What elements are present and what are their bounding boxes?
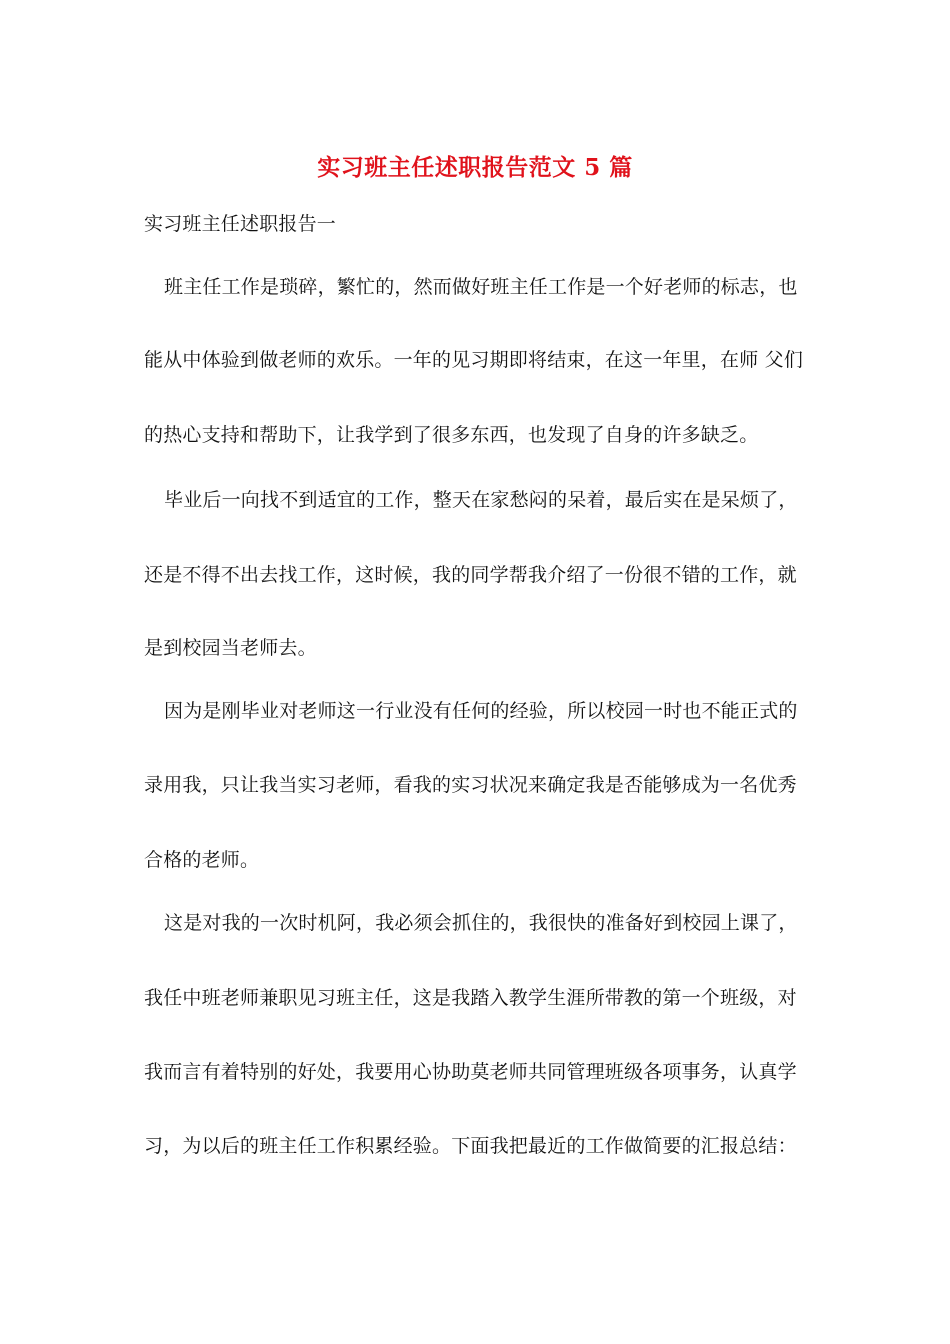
paragraph-line: 因为是刚毕业对老师这一行业没有任何的经验，所以校园一时也不能正式的 [164,700,798,722]
section-heading: 实习班主任述职报告一 [144,213,337,235]
paragraph-line: 是到校园当老师去。 [144,637,317,659]
paragraph-line: 这是对我的一次时机阿，我必须会抓住的，我很快的准备好到校园上课了， [164,912,798,934]
paragraph-line: 还是不得不出去找工作，这时候，我的同学帮我介绍了一份很不错的工作，就 [144,564,797,586]
paragraph-line: 班主任工作是琐碎，繁忙的，然而做好班主任工作是一个好老师的标志，也 [164,276,798,298]
paragraph-line: 我而言有着特别的好处，我要用心协助莫老师共同管理班级各项事务，认真学 [144,1061,797,1083]
paragraph-line: 毕业后一向找不到适宜的工作，整天在家愁闷的呆着，最后实在是呆烦了， [164,489,798,511]
document-title: 实习班主任述职报告范文 5 篇 [317,154,633,181]
paragraph-line: 录用我，只让我当实习老师，看我的实习状况来确定我是否能够成为一名优秀 [144,774,797,796]
paragraph-line: 的热心支持和帮助下，让我学到了很多东西，也发现了自身的许多缺乏。 [144,424,759,446]
paragraph-line: 习，为以后的班主任工作积累经验。下面我把最近的工作做简要的汇报总结： [144,1135,797,1157]
paragraph-line: 我任中班老师兼职见习班主任，这是我踏入教学生涯所带教的第一个班级，对 [144,987,797,1009]
paragraph-line: 合格的老师。 [144,849,260,871]
paragraph-line: 能从中体验到做老师的欢乐。一年的见习期即将结束，在这一年里，在师 父们 [144,349,804,371]
